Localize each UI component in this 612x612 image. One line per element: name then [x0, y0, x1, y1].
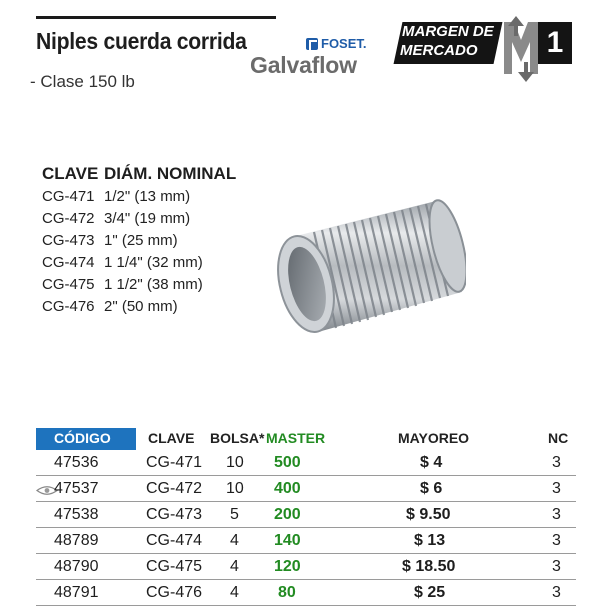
cell-clave: CG-475 [146, 558, 203, 575]
cell-bolsa: 4 [230, 532, 239, 549]
cell-codigo: 47537 [54, 480, 99, 497]
galvaflow-brand: Galvaflow [250, 52, 357, 78]
cell-clave: CG-476 [146, 584, 203, 601]
cell-master: 500 [274, 454, 301, 471]
col-header-mayoreo: MAYOREO [398, 430, 470, 446]
cell-mayoreo: $ 18.50 [402, 558, 456, 575]
cell-codigo: 48790 [54, 558, 99, 575]
cell-bolsa: 4 [230, 558, 239, 575]
cell-master: 400 [274, 480, 301, 497]
cell-mayoreo: $ 25 [414, 584, 446, 601]
spec-diametro: 1" (25 mm) [104, 232, 178, 249]
spec-clave: CG-473 [42, 232, 95, 249]
spec-clave: CG-475 [42, 276, 95, 293]
spec-clave: CG-472 [42, 210, 95, 227]
cell-clave: CG-471 [146, 454, 203, 471]
table-row [36, 452, 576, 476]
cell-codigo: 47538 [54, 506, 99, 523]
spec-clave: CG-476 [42, 298, 95, 315]
spec-clave: CG-474 [42, 254, 95, 271]
table-row [36, 504, 576, 528]
table-row [36, 478, 576, 502]
cell-mayoreo: $ 13 [414, 532, 446, 549]
cell-nc: 3 [552, 480, 561, 497]
cell-bolsa: 5 [230, 506, 239, 523]
foset-logo [306, 36, 367, 51]
cell-mayoreo: $ 9.50 [406, 506, 451, 523]
spec-diametro: 1 1/2" (38 mm) [104, 276, 203, 293]
col-header-codigo: CÓDIGO [54, 430, 111, 446]
cell-bolsa: 10 [226, 480, 244, 497]
cell-codigo: 47536 [54, 454, 99, 471]
nipple-product-image [270, 196, 466, 340]
col-header-clave: CLAVE [148, 430, 195, 446]
table-row [36, 556, 576, 580]
cell-clave: CG-473 [146, 506, 203, 523]
spec-clave: CG-471 [42, 188, 95, 205]
cell-nc: 3 [552, 584, 561, 601]
spec-header-clave: CLAVE [42, 164, 99, 183]
spec-diametro: 2" (50 mm) [104, 298, 178, 315]
cell-nc: 3 [552, 454, 561, 471]
col-header-nc: NC [548, 430, 569, 446]
cell-bolsa: 10 [226, 454, 244, 471]
market-badge-line2: MERCADO [400, 42, 478, 59]
cell-clave: CG-472 [146, 480, 203, 497]
spec-header-diametro: DIÁM. NOMINAL [104, 164, 237, 183]
spec-diametro: 1/2" (13 mm) [104, 188, 191, 205]
spec-diametro: 3/4" (19 mm) [104, 210, 191, 227]
cell-mayoreo: $ 4 [420, 454, 443, 471]
page-title: Niples cuerda corrida [36, 28, 247, 54]
foset-logo-icon [306, 38, 318, 50]
cell-clave: CG-474 [146, 532, 203, 549]
market-badge-line1: MARGEN DE [402, 23, 494, 40]
cell-mayoreo: $ 6 [420, 480, 443, 497]
foset-logo-text: FOSET. [321, 36, 367, 51]
cell-nc: 3 [552, 558, 561, 575]
cell-bolsa: 4 [230, 584, 239, 601]
table-row [36, 582, 576, 606]
table-row [36, 530, 576, 554]
cell-master: 120 [274, 558, 301, 575]
col-header-bolsa: BOLSA* [210, 430, 265, 446]
cell-master: 140 [274, 532, 301, 549]
spec-diametro: 1 1/4" (32 mm) [104, 254, 203, 271]
cell-master: 200 [274, 506, 301, 523]
cell-nc: 3 [552, 532, 561, 549]
market-badge-number: 1 [546, 26, 564, 59]
cell-codigo: 48789 [54, 532, 99, 549]
title-rule [36, 16, 276, 19]
cell-nc: 3 [552, 506, 561, 523]
cell-codigo: 48791 [54, 584, 99, 601]
page-subtitle: - Clase 150 lb [30, 72, 135, 91]
col-header-master: MASTER [266, 430, 326, 446]
cell-master: 80 [278, 584, 296, 601]
